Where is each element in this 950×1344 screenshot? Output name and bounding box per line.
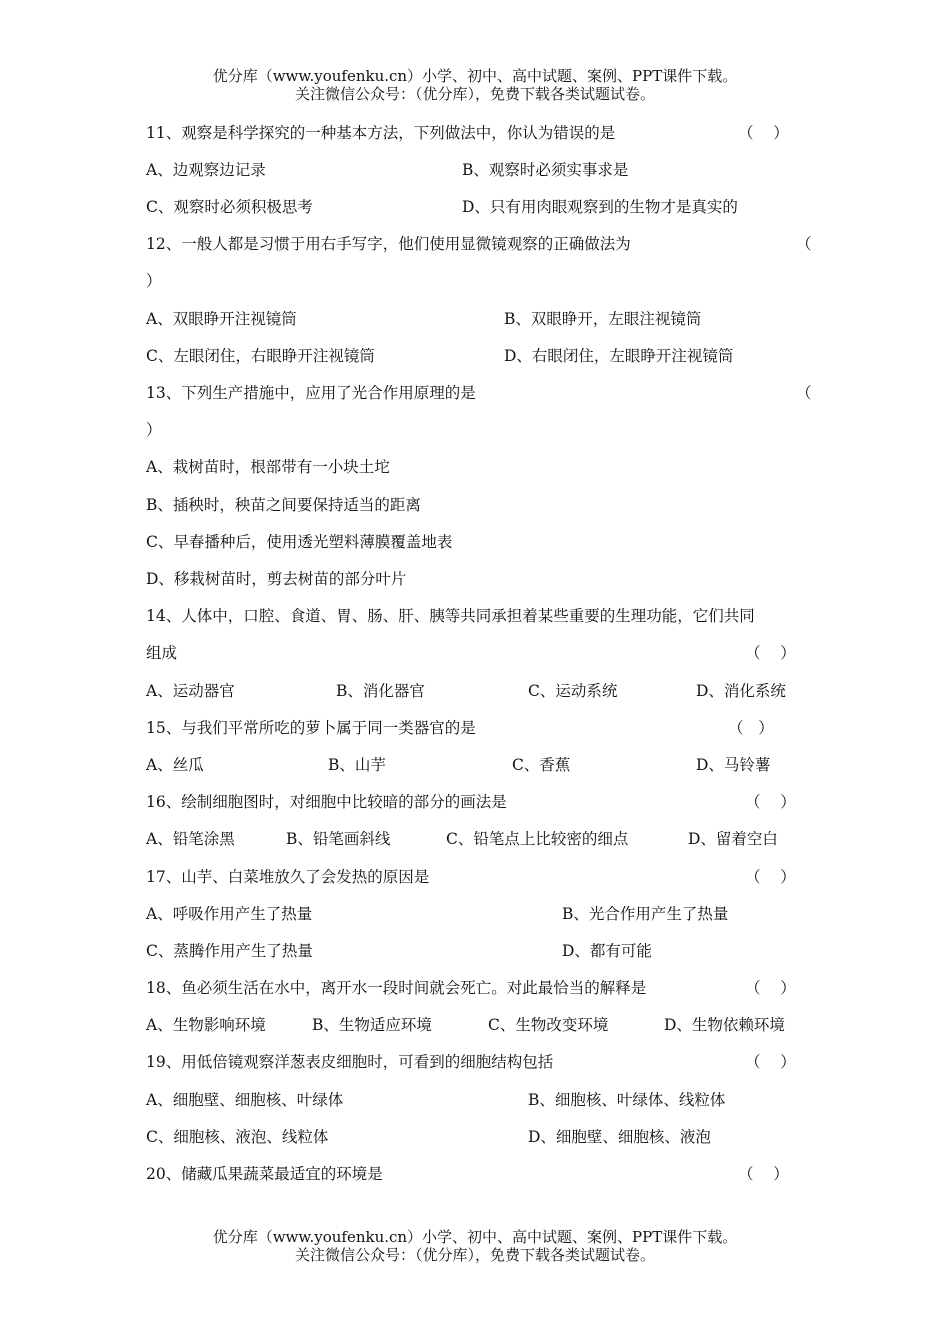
- q16-option-a: A、铅笔涂黑: [146, 830, 235, 848]
- q13-option-a: A、栽树苗时，根部带有一小块土坨: [146, 458, 390, 476]
- q11-stem: 11、观察是科学探究的一种基本方法，下列做法中，你认为错误的是: [146, 124, 616, 142]
- q19-option-b: B、细胞核、叶绿体、线粒体: [528, 1091, 726, 1109]
- q20-answer-bracket: （ ）: [738, 1165, 789, 1183]
- q19-option-a: A、细胞壁、细胞核、叶绿体: [146, 1091, 344, 1109]
- q14-option-d: D、消化系统: [696, 682, 786, 700]
- q15-option-a: A、丝瓜: [146, 756, 204, 774]
- q11-answer-bracket: （ ）: [738, 124, 789, 142]
- q16-answer-bracket: （ ）: [745, 793, 796, 811]
- q17-option-b: B、光合作用产生了热量: [562, 905, 729, 923]
- q15-option-d: D、马铃薯: [696, 756, 771, 774]
- q13-option-c: C、早春播种后，使用透光塑料薄膜覆盖地表: [146, 533, 453, 551]
- q12-option-a: A、双眼睁开注视镜筒: [146, 310, 297, 328]
- q13-option-b: B、插秧时，秧苗之间要保持适当的距离: [146, 496, 421, 514]
- header-line-1: 优分库（www.youfenku.cn）小学、初中、高中试题、案例、PPT课件下载。: [212, 67, 738, 85]
- q17-option-c: C、蒸腾作用产生了热量: [146, 942, 313, 960]
- q14-option-c: C、运动系统: [528, 682, 618, 700]
- footer-line-1: 优分库（www.youfenku.cn）小学、初中、高中试题、案例、PPT课件下载。: [212, 1228, 738, 1246]
- q19-stem: 19、用低倍镜观察洋葱表皮细胞时，可看到的细胞结构包括: [146, 1053, 554, 1071]
- q13-option-d: D、移栽树苗时，剪去树苗的部分叶片: [146, 570, 407, 588]
- q13-bracket-open: （: [796, 384, 812, 402]
- q16-option-b: B、铅笔画斜线: [286, 830, 391, 848]
- q14-option-b: B、消化器官: [336, 682, 425, 700]
- q12-bracket-open: （: [796, 235, 812, 253]
- page-footer: [0, 1228, 950, 1264]
- q11-option-b: B、观察时必须实事求是: [462, 161, 629, 179]
- q11-option-d: D、只有用肉眼观察到的生物才是真实的: [462, 198, 738, 216]
- q15-option-c: C、香蕉: [512, 756, 571, 774]
- q16-option-c: C、铅笔点上比较密的细点: [446, 830, 629, 848]
- q13-bracket-close: ）: [146, 421, 162, 439]
- q13-stem: 13、下列生产措施中，应用了光合作用原理的是: [146, 384, 476, 402]
- q17-option-a: A、呼吸作用产生了热量: [146, 905, 313, 923]
- q17-stem: 17、山芋、白菜堆放久了会发热的原因是: [146, 868, 430, 886]
- q12-option-b: B、双眼睁开，左眼注视镜筒: [504, 310, 702, 328]
- q18-option-d: D、生物依赖环境: [664, 1016, 785, 1034]
- q15-option-b: B、山芋: [328, 756, 386, 774]
- q14-stem: 14、人体中，口腔、食道、胃、肠、肝、胰等共同承担着某些重要的生理功能，它们共同: [146, 607, 755, 625]
- q12-bracket-close: ）: [146, 272, 162, 290]
- q16-stem: 16、绘制细胞图时，对细胞中比较暗的部分的画法是: [146, 793, 507, 811]
- q19-option-d: D、细胞壁、细胞核、液泡: [528, 1128, 711, 1146]
- q16-option-d: D、留着空白: [688, 830, 778, 848]
- q18-option-a: A、生物影响环境: [146, 1016, 266, 1034]
- q12-option-c: C、左眼闭住，右眼睁开注视镜筒: [146, 347, 375, 365]
- q14-answer-bracket: （ ）: [745, 644, 796, 662]
- q17-answer-bracket: （ ）: [745, 868, 796, 886]
- q15-stem: 15、与我们平常所吃的萝卜属于同一类器官的是: [146, 719, 476, 737]
- q18-option-c: C、生物改变环境: [488, 1016, 609, 1034]
- q18-answer-bracket: （ ）: [745, 979, 796, 997]
- header-line-2: 关注微信公众号：（优分库），免费下载各类试题试卷。: [294, 85, 655, 103]
- q14-stem-continued: 组成: [146, 644, 178, 662]
- q19-option-c: C、细胞核、液泡、线粒体: [146, 1128, 329, 1146]
- q19-answer-bracket: （ ）: [745, 1053, 796, 1071]
- q20-stem: 20、储藏瓜果蔬菜最适宜的环境是: [146, 1165, 383, 1183]
- q18-option-b: B、生物适应环境: [312, 1016, 432, 1034]
- q11-option-c: C、观察时必须积极思考: [146, 198, 313, 216]
- q17-option-d: D、都有可能: [562, 942, 652, 960]
- q12-option-d: D、右眼闭住，左眼睁开注视镜筒: [504, 347, 734, 365]
- q12-stem: 12、一般人都是习惯于用右手写字，他们使用显微镜观察的正确做法为: [146, 235, 631, 253]
- q14-option-a: A、运动器官: [146, 682, 235, 700]
- footer-line-2: 关注微信公众号：（优分库），免费下载各类试题试卷。: [294, 1246, 655, 1264]
- q15-answer-bracket: （ ）: [728, 719, 774, 737]
- q18-stem: 18、鱼必须生活在水中，离开水一段时间就会死亡。对此最恰当的解释是: [146, 979, 647, 997]
- page-header: [0, 67, 950, 103]
- q11-option-a: A、边观察边记录: [146, 161, 266, 179]
